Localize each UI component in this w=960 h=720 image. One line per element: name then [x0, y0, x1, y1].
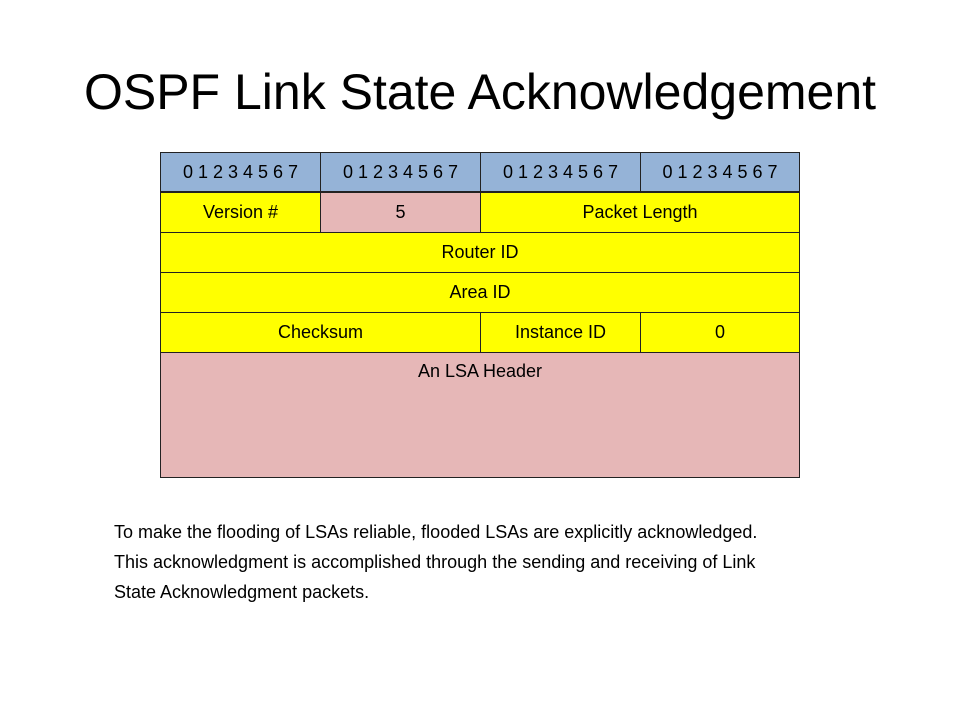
field-type: 5 — [320, 192, 481, 233]
slide-title: OSPF Link State Acknowledgement — [83, 64, 877, 120]
field-instance-id: Instance ID — [480, 312, 641, 353]
field-reserved: 0 — [640, 312, 800, 353]
bit-label-byte-3: 0 1 2 3 4 5 6 7 — [480, 152, 641, 192]
bit-label-byte-4: 0 1 2 3 4 5 6 7 — [640, 152, 800, 192]
field-router-id: Router ID — [160, 232, 800, 273]
description-line-1: To make the flooding of LSAs reliable, flooded LSAs are explicitly acknowledged. — [114, 522, 758, 542]
bit-label-byte-1: 0 1 2 3 4 5 6 7 — [160, 152, 321, 192]
field-checksum: Checksum — [160, 312, 481, 353]
bit-label-byte-2: 0 1 2 3 4 5 6 7 — [320, 152, 481, 192]
description-text — [114, 517, 914, 607]
description-line-2: This acknowledgment is accomplished through the sending and receiving of Link — [114, 552, 756, 572]
field-version: Version # — [160, 192, 321, 233]
description-line-3: State Acknowledgment packets. — [114, 582, 370, 602]
field-area-id: Area ID — [160, 272, 800, 313]
field-lsa-header: An LSA Header — [160, 352, 800, 478]
field-packet-length: Packet Length — [480, 192, 800, 233]
